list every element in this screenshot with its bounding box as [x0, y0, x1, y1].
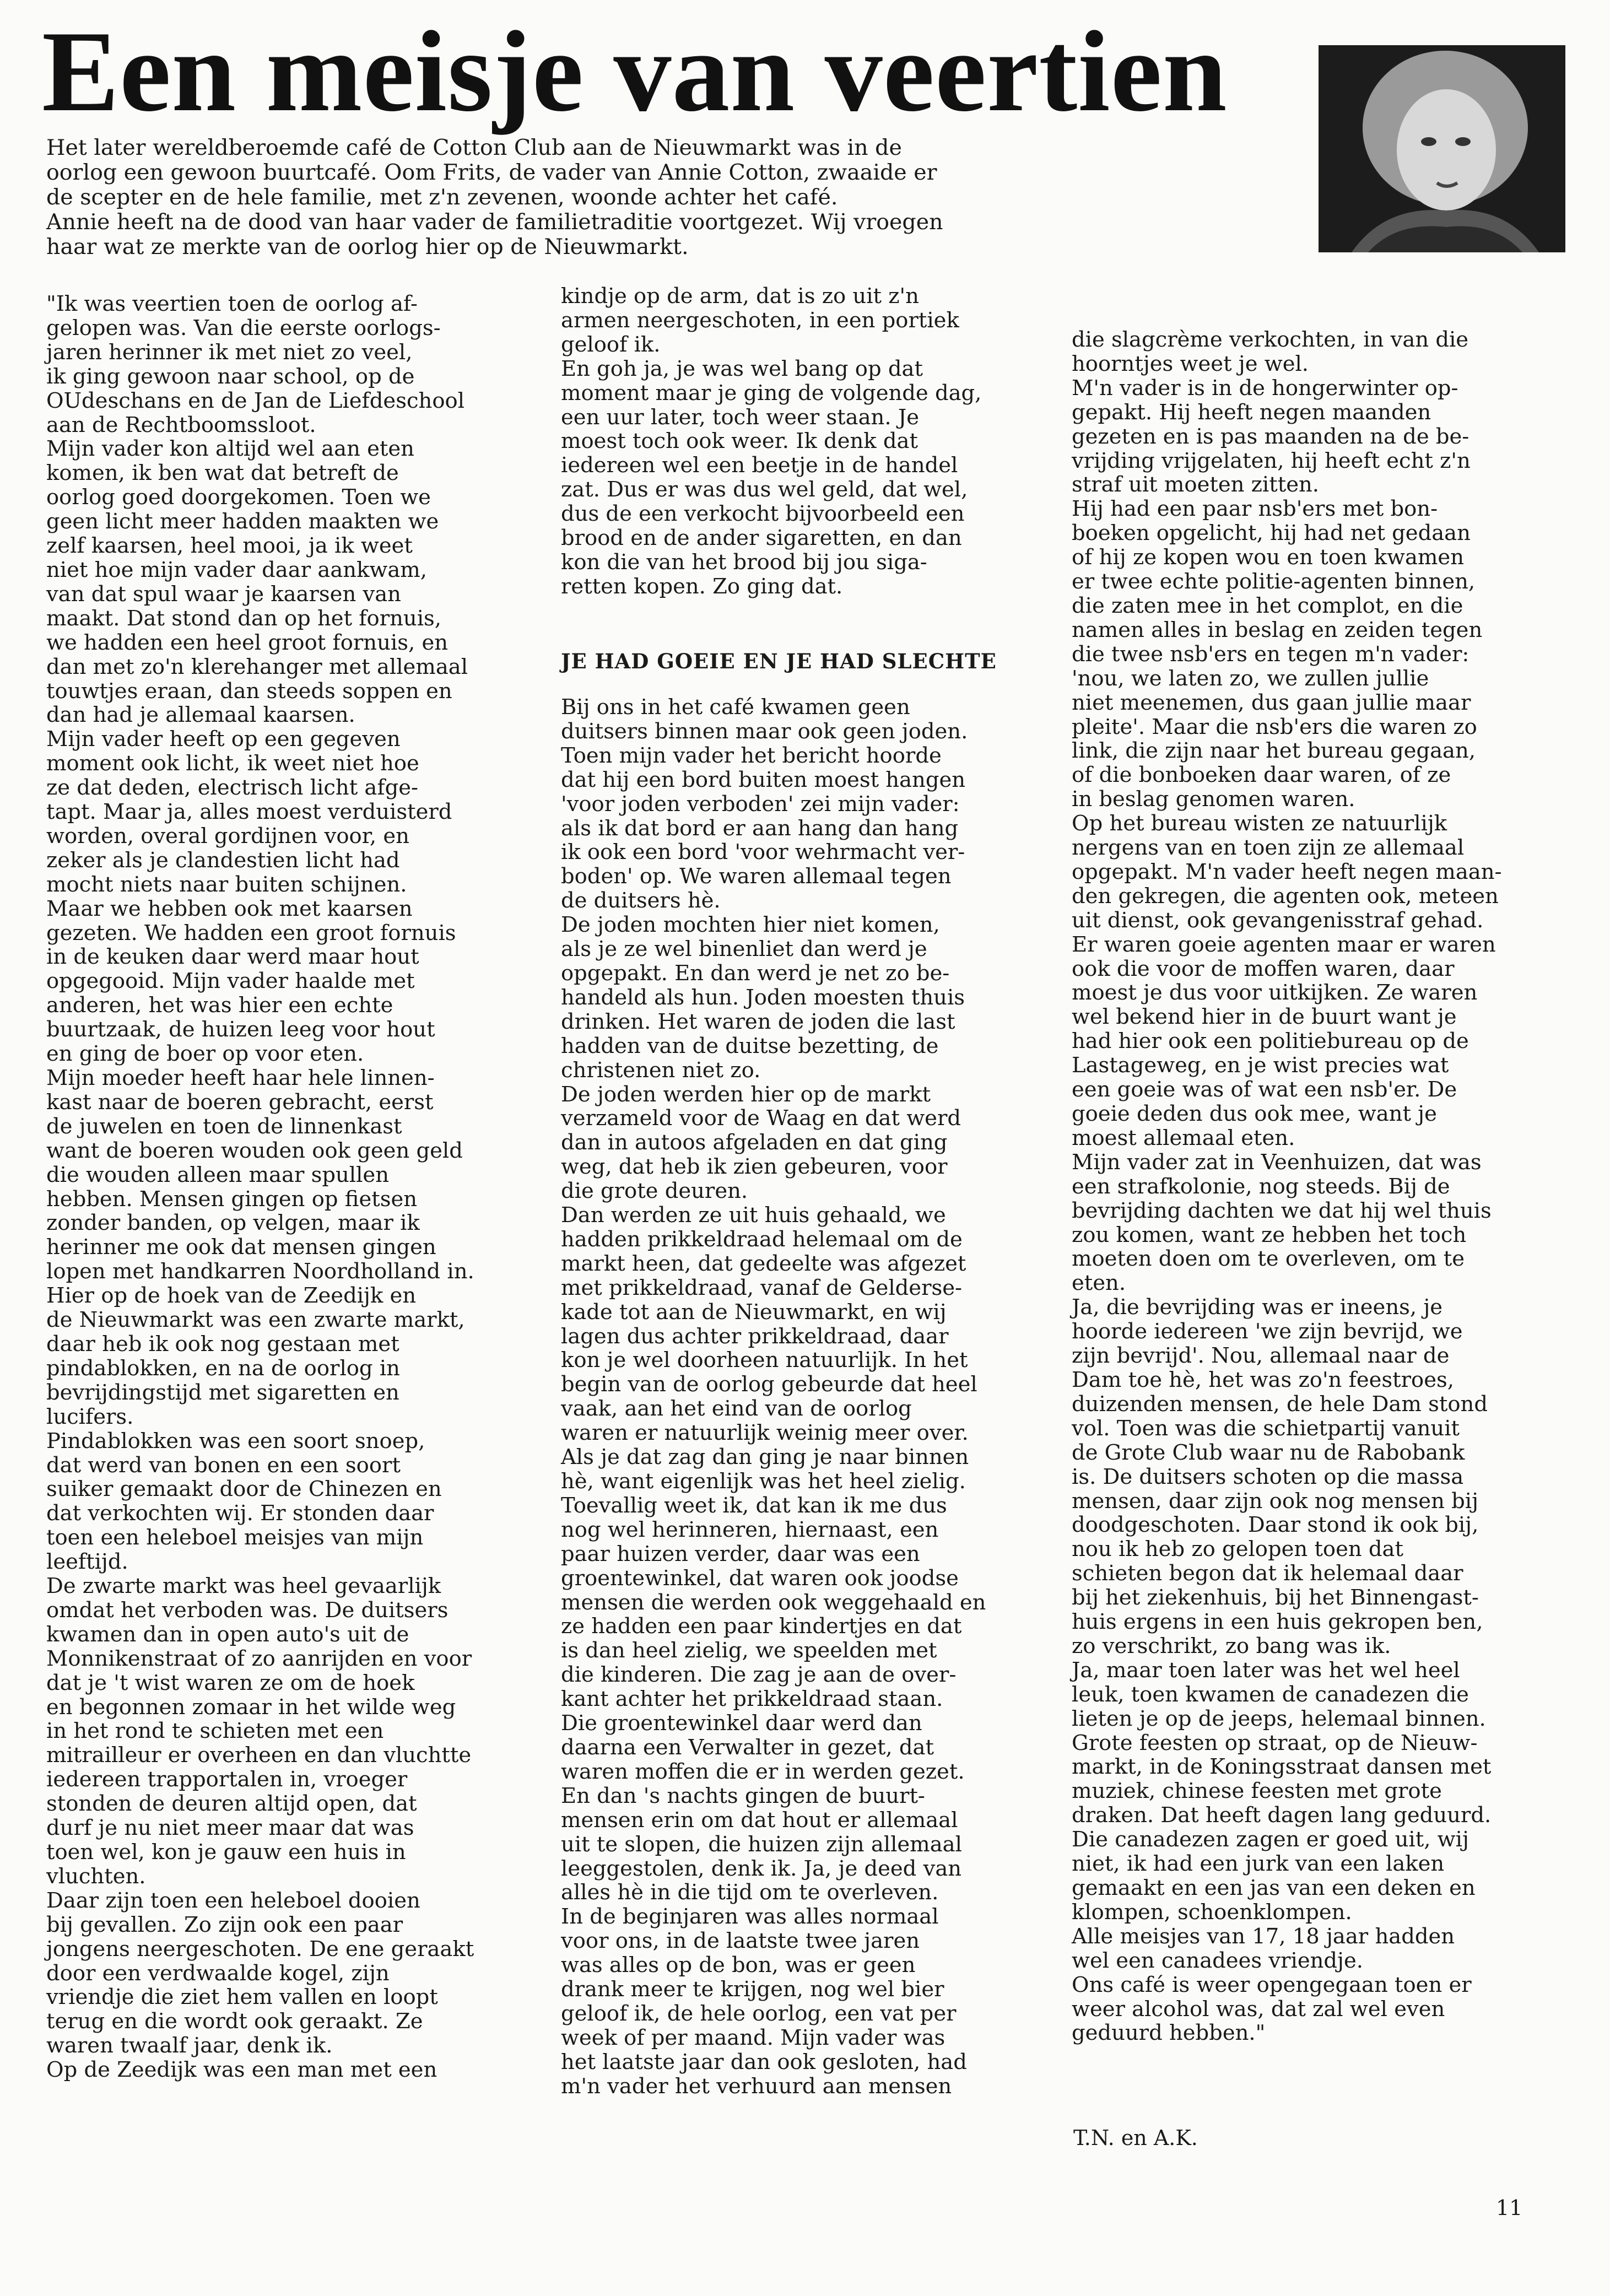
text-line: draken. Dat heeft dagen lang geduurd. [1072, 1803, 1492, 1828]
text-line: schieten begon dat ik helemaal daar [1072, 1561, 1463, 1586]
text-line: 'nou, we laten zo, we zullen jullie [1072, 666, 1429, 691]
text-line: namen alles in beslag en zeiden tegen [1072, 617, 1483, 642]
text-line: zat. Dus er was dus wel geld, dat wel, [561, 477, 968, 503]
text-line: opgepakt. En dan werd je net zo be- [561, 960, 950, 986]
text-line: worden, overal gordijnen voor, en [46, 823, 409, 849]
text-column-1 [46, 292, 526, 2082]
portrait-image [1319, 45, 1565, 252]
text-line: En goh ja, je was wel bang op dat [561, 356, 923, 381]
text-line: Die groentewinkel daar werd dan [561, 1711, 922, 1736]
text-line: zonder banden, op velgen, maar ik [46, 1211, 420, 1236]
text-line: goeie deden dus ook mee, want je [1072, 1101, 1437, 1126]
text-line: dus de een verkocht bijvoorbeeld een [561, 501, 965, 527]
text-line: pindablokken, en na de oorlog in [46, 1355, 400, 1381]
text-line: want de boeren wouden ook geen geld [46, 1138, 463, 1163]
text-line: uit dienst, ook gevangenisstraf gehad. [1072, 907, 1484, 933]
text-line: dan met zo'n klerehanger met allemaal [46, 654, 468, 679]
text-line: Er waren goeie agenten maar er waren [1072, 932, 1496, 957]
text-line: Ja, maar toen later was het wel heel [1072, 1657, 1460, 1683]
text-line: In de beginjaren was alles normaal [561, 1904, 939, 1930]
text-line: kon je wel doorheen natuurlijk. In het [561, 1348, 968, 1373]
text-line: hè, want eigenlijk was het heel zielig. [561, 1469, 966, 1494]
text-line: Alle meisjes van 17, 18 jaar hadden [1072, 1924, 1455, 1949]
text-line: touwtjes eraan, dan steeds soppen en [46, 678, 452, 704]
text-line: handeld als hun. Joden moesten thuis [561, 985, 965, 1010]
text-line: leuk, toen kwamen de canadezen die [1072, 1682, 1469, 1707]
text-line: lopen met handkarren Noordholland in. [46, 1259, 474, 1284]
text-line: markt, in de Koningsstraat dansen met [1072, 1754, 1492, 1780]
text-line: Als je dat zag dan ging je naar binnen [561, 1445, 969, 1470]
text-line: of hij ze kopen wou en toen kwamen [1072, 545, 1465, 570]
intro-line: Annie heeft na de dood van haar vader de familietraditie voortgezet. Wij vroegen [46, 209, 943, 235]
text-line: hoorntjes weet je wel. [1072, 351, 1309, 376]
text-line: het laatste jaar dan ook gesloten, had [561, 2049, 967, 2074]
text-line: mensen, daar zijn ook nog mensen bij [1072, 1488, 1479, 1514]
portrait-photo [1319, 45, 1565, 252]
article-intro [46, 136, 1292, 260]
text-line: van dat spul waar je kaarsen van [46, 581, 401, 607]
text-line: De joden mochten hier niet komen, [561, 912, 940, 938]
author-signature: T.N. en A.K. [1073, 2126, 1198, 2150]
text-line: Toevallig weet ik, dat kan ik me dus [561, 1493, 947, 1518]
text-line: moeten doen om te overleven, om te [1072, 1246, 1465, 1272]
page-number: 11 [1496, 2196, 1523, 2220]
text-line: die twee nsb'ers en tegen m'n vader: [1072, 641, 1469, 667]
text-line: kant achter het prikkeldraad staan. [561, 1687, 943, 1712]
text-line: vol. Toen was die schietpartij vanuit [1072, 1416, 1460, 1441]
text-line: vaak, aan het eind van de oorlog [561, 1396, 912, 1422]
text-line: Maar we hebben ook met kaarsen [46, 896, 413, 921]
text-line: geloof ik. [561, 332, 661, 357]
text-line: met prikkeldraad, vanaf de Geldersе- [561, 1275, 963, 1300]
text-line: voor ons, in de laatste twee jaren [561, 1928, 920, 1954]
text-line: ik ging gewoon naar school, op de [46, 364, 415, 389]
text-line: tapt. Maar ja, alles moest verduisterd [46, 799, 452, 825]
text-line: christenen niet zo. [561, 1057, 761, 1083]
text-line: ze dat deden, electrisch licht afge- [46, 775, 419, 801]
text-line: vrijding vrijgelaten, hij heeft echt z'n [1072, 448, 1471, 473]
text-line: mocht niets naar buiten schijnen. [46, 872, 407, 897]
text-line: en ging de boer op voor eten. [46, 1041, 364, 1067]
text-line: link, die zijn naar het bureau gegaan, [1072, 738, 1476, 764]
text-line: wel bekend hier in de buurt want je [1072, 1004, 1457, 1030]
text-line: leeftijd. [46, 1549, 128, 1575]
text-line: was alles op de bon, was er geen [561, 1953, 916, 1978]
text-line: dat werd van bonen en een soort [46, 1452, 401, 1478]
text-line: bevrijding dachten we dat hij wel thuis [1072, 1198, 1492, 1223]
text-line: Toen mijn vader het bericht hoorde [561, 743, 942, 768]
text-line: bij gevallen. Zo zijn ook een paar [46, 1912, 403, 1937]
text-line: maakt. Dat stond dan op het fornuis, [46, 606, 442, 631]
text-line: die wouden alleen maar spullen [46, 1162, 390, 1187]
text-line: is. De duitsers schoten op die massa [1072, 1464, 1464, 1489]
text-line: Lastageweg, en je wist precies wat [1072, 1053, 1449, 1078]
text-line: Dan werden ze uit huis gehaald, we [561, 1203, 946, 1228]
text-line: Ja, die bevrijding was er ineens, je [1072, 1295, 1443, 1320]
intro-line: de scepter en de hele familie, met z'n zevenen, woonde achter het café. [46, 185, 838, 210]
text-line: die kinderen. Die zag je aan de over- [561, 1662, 957, 1688]
text-line: toen wel, kon je gauw een huis in [46, 1840, 406, 1865]
text-line: durf je nu niet meer maar dat was [46, 1816, 414, 1841]
text-line: daarna een Verwalter in gezet, dat [561, 1735, 934, 1760]
text-line: stonden de deuren altijd open, dat [46, 1791, 417, 1817]
text-line: ze hadden een paar kindertjes en dat [561, 1614, 962, 1639]
text-line: oorlog goed doorgekomen. Toen we [46, 485, 431, 510]
text-line: iedereen wel een beetje in de handel [561, 453, 958, 478]
text-line: in de keuken daar werd maar hout [46, 944, 419, 970]
text-line: suiker gemaakt door de Chinezen en [46, 1477, 442, 1502]
text-line: Die canadezen zagen er goed uit, wij [1072, 1827, 1469, 1852]
text-line: een goeie was of wat een nsb'er. De [1072, 1077, 1457, 1103]
text-line: alles hè in die tijd om te overleven. [561, 1880, 939, 1905]
text-line: M'n vader is in de hongerwinter op- [1072, 375, 1458, 401]
text-line: klompen, schoenklompen. [1072, 1899, 1352, 1925]
text-line: jongens neergeschoten. De ene geraakt [46, 1936, 474, 1962]
text-line: in beslag genomen waren. [1072, 787, 1355, 812]
text-line: door een verdwaalde kogel, zijn [46, 1960, 390, 1986]
text-line: de juwelen en toen de linnenkast [46, 1114, 402, 1139]
text-line: of die bonboeken daar waren, of ze [1072, 763, 1451, 788]
text-line: Op de Zeedijk was een man met een [46, 2057, 437, 2083]
text-line: geloof ik, de hele oorlog, een vat per [561, 2001, 957, 2026]
text-line: die slagcrème verkochten, in van die [1072, 327, 1469, 352]
text-column-2-top [561, 284, 1046, 599]
text-line: drinken. Het waren de joden die last [561, 1009, 955, 1034]
text-line: boden' op. We waren allemaal tegen [561, 864, 952, 889]
text-line: hadden prikkeldraad helemaal om de [561, 1227, 963, 1252]
text-line: toen een heleboel meisjes van mijn [46, 1525, 424, 1551]
text-line: dat verkochten wij. Er stonden daar [46, 1501, 434, 1526]
text-line: Mijn vader kon altijd wel aan eten [46, 436, 414, 462]
text-line: kast naar de boeren gebracht, eerst [46, 1089, 434, 1115]
text-line: straf uit moeten zitten. [1072, 472, 1320, 498]
text-line: gelopen was. Van die eerste oorlogs- [46, 315, 441, 341]
text-line: iedereen trapportalen in, vroeger [46, 1767, 408, 1792]
text-line: gemaakt en een jas van een deken en [1072, 1876, 1476, 1900]
text-line: huis ergens in een huis gekropen ben, [1072, 1609, 1483, 1635]
text-line: en begonnen zomaar in het wilde weg [46, 1694, 456, 1720]
text-line: retten kopen. Zo ging dat. [561, 574, 843, 599]
text-line: "Ik was veertien toen de oorlog af- [46, 291, 418, 316]
text-line: opgegooid. Mijn vader haalde met [46, 969, 415, 994]
text-line: buurtzaak, de huizen leeg voor hout [46, 1017, 435, 1042]
intro-line: Het later wereldberoemde café de Cotton Club aan de Nieuwmarkt was in de [46, 135, 902, 160]
text-line: dan in autoos afgeladen en dat ging [561, 1130, 948, 1155]
article-title: Een meisje van veertien [42, 8, 1228, 136]
text-line: markt heen, dat gedeelte was afgezet [561, 1251, 966, 1276]
text-line: niet, ik had een jurk van een laken [1072, 1851, 1445, 1877]
text-line: zou komen, want ze hebben het toch [1072, 1222, 1467, 1247]
text-line: muziek, chinese feesten met grote [1072, 1779, 1442, 1804]
text-line: kindje op de arm, dat is zo uit z'n [561, 284, 919, 309]
text-line: boeken opgelicht, hij had net gedaan [1072, 521, 1471, 546]
text-line: had hier ook een politiebureau op de [1072, 1029, 1469, 1054]
text-line: waren moffen die er in werden gezet. [561, 1759, 965, 1784]
text-line: dat hij een bord buiten moest hangen [561, 767, 966, 792]
text-line: uit te slopen, die huizen zijn allemaal [561, 1832, 962, 1857]
text-line: Grote feesten op straat, op de Nieuw- [1072, 1730, 1478, 1755]
text-line: drank meer te krijgen, nog wel bier [561, 1977, 944, 2002]
text-line: nog wel herinneren, hiernaast, een [561, 1517, 939, 1542]
text-line: wel een canadees vriendje. [1072, 1948, 1364, 1973]
text-column-2-bottom [561, 695, 1046, 2099]
text-line: moment maar je ging de volgende dag, [561, 380, 982, 406]
text-line: zelf kaarsen, heel mooi, ja ik weet [46, 533, 413, 559]
text-line: niet hoe mijn vader daar aankwam, [46, 557, 428, 582]
text-line: de Grote Club waar nu de Rabobank [1072, 1440, 1465, 1465]
text-line: Bij ons in het café kwamen geen [561, 695, 910, 720]
text-line: mitrailleur er overheen en dan vluchtte [46, 1743, 472, 1768]
text-line: En dan 's nachts gingen de buurt- [561, 1783, 925, 1808]
text-line: armen neergeschoten, in een portiek [561, 307, 959, 333]
text-line: paar huizen verder, daar was een [561, 1541, 920, 1566]
text-line: die zaten mee in het complot, en die [1072, 593, 1463, 618]
text-line: herinner me ook dat mensen gingen [46, 1235, 436, 1260]
text-line: moment ook licht, ik weet niet hoe [46, 751, 419, 776]
text-line: terug en die wordt ook geraakt. Ze [46, 2009, 423, 2034]
text-line: opgepakt. M'n vader heeft negen maan- [1072, 859, 1502, 884]
text-line: moest toch ook weer. Ik denk dat [561, 429, 918, 454]
text-line: Hier op de hoek van de Zeedijk en [46, 1283, 417, 1309]
text-line: lagen dus achter prikkeldraad, daar [561, 1323, 949, 1349]
text-line: eten. [1072, 1271, 1126, 1296]
text-line: die grote deuren. [561, 1179, 748, 1204]
text-line: De joden werden hier op de markt [561, 1082, 931, 1107]
text-line: zijn bevrijd'. Nou, allemaal naar de [1072, 1343, 1450, 1369]
text-line: Mijn moeder heeft haar hele linnen- [46, 1066, 435, 1090]
text-line: Ons café is weer opengegaan toen er [1072, 1972, 1472, 1997]
text-line: groentewinkel, dat waren ook joodse [561, 1565, 959, 1591]
text-line: m'n vader het verhuurd aan mensen [561, 2073, 952, 2099]
text-line: dat je 't wist waren ze om de hoek [46, 1670, 415, 1695]
section-heading: JE HAD GOEIE EN JE HAD SLECHTE [561, 649, 997, 673]
text-line: bij het ziekenhuis, bij het Binnengast- [1072, 1585, 1479, 1611]
text-line: Daar zijn toen een heleboel dooien [46, 1888, 420, 1913]
text-line: een uur later, toch weer staan. Je [561, 404, 920, 430]
text-line: waren er natuurlijk weinig meer over. [561, 1420, 969, 1446]
text-line: als je ze wel binenliet dan werd je [561, 937, 927, 962]
text-line: dan had je allemaal kaarsen. [46, 703, 355, 728]
text-line: aan de Rechtboomssloot. [46, 412, 316, 437]
text-line: vluchten. [46, 1863, 146, 1889]
text-line: omdat het verboden was. De duitsers [46, 1597, 449, 1623]
text-line: leeggestolen, denk ik. Ja, je deed van [561, 1856, 962, 1881]
text-line: week of per maand. Mijn vader was [561, 2025, 946, 2050]
text-line: weer alcohol was, dat zal wel even [1072, 1996, 1445, 2022]
text-line: er twee echte politie-agenten binnen, [1072, 569, 1476, 595]
text-line: weg, dat heb ik zien gebeuren, voor [561, 1154, 948, 1180]
text-line: hadden van de duitse bezetting, de [561, 1033, 939, 1058]
text-line: in het rond te schieten met een [46, 1719, 384, 1744]
text-line: geduurd hebben." [1072, 2021, 1266, 2046]
text-line: 'voor joden verboden' zei mijn vader: [561, 791, 960, 817]
text-line: Monnikenstraat of zo aanrijden en voor [46, 1646, 472, 1671]
text-line: De zwarte markt was heel gevaarlijk [46, 1574, 441, 1599]
text-line: kade tot aan de Nieuwmarkt, en wij [561, 1299, 947, 1325]
text-line: geen licht meer hadden maakten we [46, 509, 439, 534]
text-line: Op het bureau wisten ze natuurlijk [1072, 811, 1447, 836]
text-line: duizenden mensen, de hele Dam stond [1072, 1391, 1488, 1417]
text-line: Dam toe hè, het was zo'n feestroes, [1072, 1367, 1454, 1392]
text-line: lieten je op de jeeps, helemaal binnen. [1072, 1706, 1486, 1731]
text-line: hebben. Mensen gingen op fietsen [46, 1186, 418, 1212]
text-line: mensen erin om dat hout er allemaal [561, 1807, 958, 1833]
text-line: komen, ik ben wat dat betreft de [46, 461, 399, 486]
text-line: den gekregen, die agenten ook, meteen [1072, 883, 1499, 909]
text-line: kwamen dan in open auto's uit de [46, 1622, 409, 1647]
text-line: de Nieuwmarkt was een zwarte markt, [46, 1308, 465, 1333]
text-line: Mijn vader zat in Veenhuizen, dat was [1072, 1149, 1482, 1175]
text-line: hoorde iedereen 'we zijn bevrijd, we [1072, 1319, 1463, 1344]
text-line: anderen, het was hier een echte [46, 993, 393, 1018]
text-line: zeker als je clandestien licht had [46, 847, 400, 873]
text-line: daar heb ik ook nog gestaan met [46, 1331, 399, 1357]
text-line: gepakt. Hij heeft negen maanden [1072, 399, 1431, 425]
text-line: moest je dus voor uitkijken. Ze waren [1072, 980, 1478, 1006]
text-line: Pindablokken was een soort snoep, [46, 1428, 425, 1454]
text-line: Hij had een paar nsb'ers met bon- [1072, 496, 1438, 522]
text-line: niet meenemen, dus gaan jullie maar [1072, 690, 1471, 715]
text-line: verzameld voor de Waag en dat werd [561, 1106, 961, 1131]
intro-line: oorlog een gewoon buurtcafé. Oom Frits, de vader van Annie Cotton, zwaaide er [46, 160, 937, 185]
text-line: bevrijdingstijd met sigaretten en [46, 1380, 399, 1405]
text-line: mensen die werden ook weggehaald en [561, 1590, 986, 1615]
text-line: gezeten. We hadden een groot fornuis [46, 920, 456, 946]
text-line: gezeten en is pas maanden na de be- [1072, 424, 1469, 449]
intro-line: haar wat ze merkte van de oorlog hier op de Nieuwmarkt. [46, 234, 689, 260]
text-line: ik ook een bord 'voor wehrmacht ver- [561, 840, 965, 865]
text-column-3 [1072, 328, 1551, 2045]
text-line: pleite'. Maar die nsb'ers die waren zo [1072, 714, 1477, 739]
text-line: kon die van het brood bij jou siga- [561, 549, 927, 575]
text-line: een strafkolonie, nog steeds. Bij de [1072, 1174, 1450, 1199]
text-line: duitsers binnen maar ook geen joden. [561, 718, 968, 744]
text-line: nou ik heb zo gelopen toen dat [1072, 1537, 1403, 1562]
text-line: waren twaalf jaar, denk ik. [46, 2033, 333, 2059]
text-line: brood en de ander sigaretten, en dan [561, 526, 962, 551]
text-line: jaren herinner ik met niet zo veel, [46, 339, 413, 365]
text-line: de duitsers hè. [561, 888, 721, 914]
text-line: Mijn vader heeft op een gegeven [46, 727, 401, 752]
text-line: als ik dat bord er aan hang dan hang [561, 815, 959, 841]
text-line: zo verschrikt, zo bang was ik. [1072, 1633, 1391, 1658]
text-line: doodgeschoten. Daar stond ik ook bij, [1072, 1512, 1479, 1538]
text-line: moest allemaal eten. [1072, 1125, 1295, 1150]
text-line: is dan heel zielig, we speelden met [561, 1638, 937, 1663]
text-line: we hadden een heel groot fornuis, en [46, 630, 449, 655]
text-line: lucifers. [46, 1404, 134, 1429]
text-line: OUdeschans en de Jan de Liefdeschool [46, 388, 465, 413]
text-line: nergens van en toen zijn ze allemaal [1072, 835, 1465, 861]
text-line: vriendje die ziet hem vallen en loopt [46, 1985, 438, 2010]
text-line: begin van de oorlog gebeurde dat heel [561, 1372, 977, 1397]
text-line: ook die voor de moffen waren, daar [1072, 956, 1455, 981]
